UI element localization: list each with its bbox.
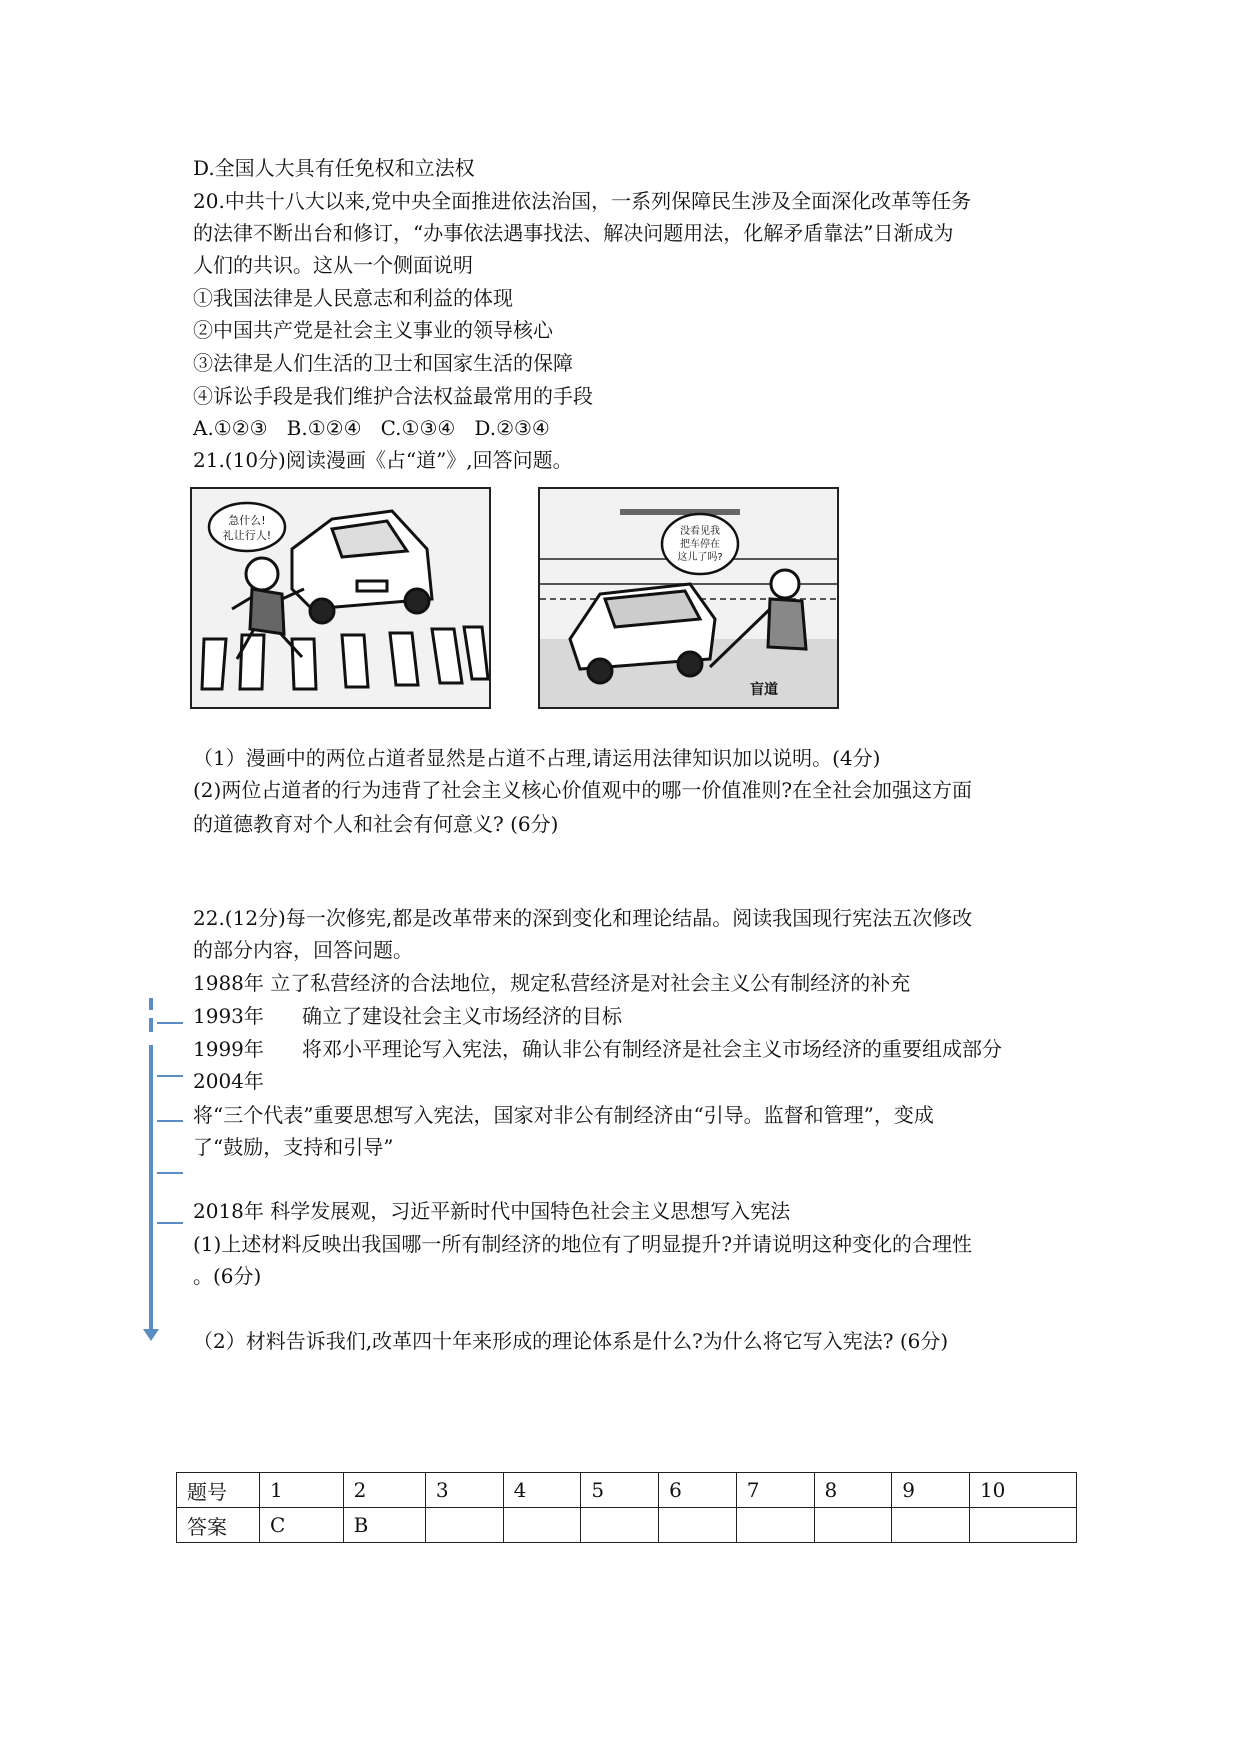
q19-option-d: D.全国人大具有任免权和立法权 <box>193 156 475 180</box>
answer-table-header-label: 题号 <box>177 1473 260 1508</box>
q22-stem-line-2: 的部分内容，回答问题。 <box>193 938 413 962</box>
q20-statement-3: ③法律是人们生活的卫士和国家生活的保障 <box>193 351 573 375</box>
answer-table-number: 3 <box>425 1473 503 1508</box>
q20-options: A.①②③ B.①②④ C.①③④ D.②③④ <box>193 416 550 440</box>
q22-stem-line-1: 22.(12分)每一次修宪,都是改革带来的深到变化和理论结晶。阅读我国现行宪法五次修改 <box>193 906 973 930</box>
answer-cell[interactable] <box>659 1508 737 1543</box>
q22-sub1-line-1: (1)上述材料反映出我国哪一所有制经济的地位有了明显提升?并请说明这种变化的合理性 <box>193 1232 973 1256</box>
q22-timeline-2018: 2018年 科学发展观，习近平新时代中国特色社会主义思想写入宪法 <box>193 1199 791 1223</box>
answer-table-number: 6 <box>659 1473 737 1508</box>
q22-timeline-1988: 1988年 立了私营经济的合法地位，规定私营经济是对社会主义公有制经济的补充 <box>193 971 911 995</box>
q22-timeline-1999: 1999年 将邓小平理论写入宪法，确认非公有制经济是社会主义市场经济的重要组成部分 <box>193 1037 1003 1061</box>
answer-table-header-row <box>177 1473 1077 1508</box>
q20-stem-line-2: 的法律不断出台和修订，“办事依法遇事找法、解决问题用法，化解矛盾靠法”日渐成为 <box>193 221 954 245</box>
q20-statement-2: ②中国共产党是社会主义事业的领导核心 <box>193 318 553 342</box>
answer-cell[interactable] <box>425 1508 503 1543</box>
q20-statement-1: ①我国法律是人民意志和利益的体现 <box>193 286 513 310</box>
answer-table-answer-label: 答案 <box>177 1508 260 1543</box>
q21-stem: 21.(10分)阅读漫画《占“道”》,回答问题。 <box>193 448 573 472</box>
answer-table-number: 9 <box>892 1473 970 1508</box>
answer-table-number: 10 <box>969 1473 1076 1508</box>
answer-cell[interactable] <box>892 1508 970 1543</box>
answer-cell[interactable]: C <box>260 1508 344 1543</box>
timeline-arrow-icon <box>142 1328 160 1342</box>
cartoon-left-bubble-line-2: 礼让行人! <box>222 529 272 542</box>
q22-timeline-2004-year: 2004年 <box>193 1069 264 1093</box>
cartoon-left <box>190 487 491 709</box>
q22-timeline-2004-text-2: 了“鼓励，支持和引导” <box>193 1135 394 1159</box>
q21-sub2-line-1: (2)两位占道者的行为违背了社会主义核心价值观中的哪一价值准则?在全社会加强这方面 <box>193 778 973 802</box>
cartoon-right-bubble-line-2: 把车停在 <box>680 539 720 550</box>
answer-table-number: 2 <box>343 1473 425 1508</box>
answer-cell[interactable] <box>969 1508 1076 1543</box>
answer-table-number: 8 <box>814 1473 892 1508</box>
q21-sub2-line-2: 的道德教育对个人和社会有何意义? (6分) <box>193 812 559 836</box>
cartoon-right-bubble-line-1: 没看见我 <box>680 526 720 537</box>
q20-stem-line-1: 20.中共十八大以来,党中央全面推进依法治国，一系列保障民生涉及全面深化改革等任务 <box>193 189 972 213</box>
q20-statement-4: ④诉讼手段是我们维护合法权益最常用的手段 <box>193 384 593 408</box>
answer-table-answer-row <box>177 1508 1077 1543</box>
q21-sub1: （1）漫画中的两位占道者显然是占道不占理,请运用法律知识加以说明。(4分) <box>193 746 881 770</box>
answer-table-number: 1 <box>260 1473 344 1508</box>
cartoon-right-bubble-line-3: 这儿了吗? <box>677 552 723 563</box>
cartoon-right <box>538 487 839 709</box>
cartoon-right-sign: 盲道 <box>750 682 778 698</box>
q20-stem-line-3: 人们的共识。这从一个侧面说明 <box>193 253 473 277</box>
answer-cell[interactable] <box>581 1508 659 1543</box>
q22-sub2: （2）材料告诉我们,改革四十年来形成的理论体系是什么?为什么将它写入宪法? (6分) <box>193 1329 949 1353</box>
q22-timeline-1993: 1993年 确立了建设社会主义市场经济的目标 <box>193 1004 623 1028</box>
answer-table-number: 5 <box>581 1473 659 1508</box>
answer-cell[interactable] <box>736 1508 814 1543</box>
answer-cell[interactable] <box>814 1508 892 1543</box>
answer-table <box>176 1472 1077 1543</box>
q22-sub1-line-2: 。(6分) <box>193 1264 262 1288</box>
answer-cell[interactable] <box>503 1508 581 1543</box>
answer-table-number: 4 <box>503 1473 581 1508</box>
answer-cell[interactable]: B <box>343 1508 425 1543</box>
q22-timeline-2004-text-1: 将“三个代表”重要思想写入宪法，国家对非公有制经济由“引导。监督和管理”，变成 <box>193 1103 934 1127</box>
cartoon-left-bubble-line-1: 急什么! <box>228 514 266 527</box>
answer-table-number: 7 <box>736 1473 814 1508</box>
